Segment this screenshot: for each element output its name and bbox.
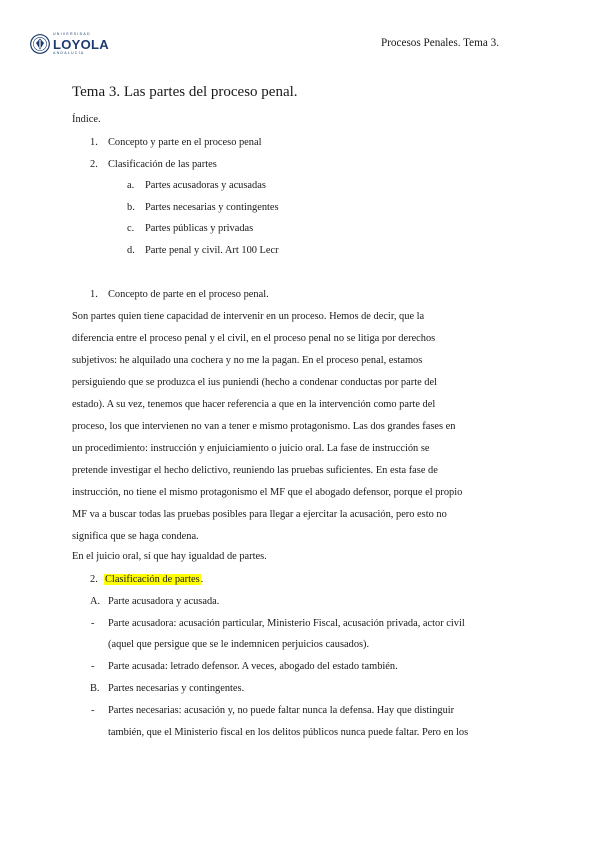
university-seal-icon [30,34,50,54]
paragraph-line: significa que se haga condena. [72,531,199,542]
section-number: 1. [90,289,98,300]
list-marker: - [91,661,95,672]
index-subitem-letter: b. [127,202,135,213]
section-number: 2. [90,574,98,585]
heading-period: . [200,574,204,585]
running-header: Procesos Penales. Tema 3. [380,37,499,49]
list-text: Partes necesarias y contingentes. [108,683,245,694]
logo-top-text: UNIVERSIDAD [53,32,91,36]
list-text: Parte acusadora: acusación particular, Ministerio Fiscal, acusación privada, actor civil [108,618,465,629]
section-heading: Concepto de parte en el proceso penal. [108,289,269,300]
paragraph-line: pretende investigar el hecho delictivo, reuniendo las pruebas suficientes. En esta fase de [72,465,438,476]
highlighted-heading: Clasificación de partes [105,574,200,585]
list-text: Parte acusada: letrado defensor. A veces, abogado del estado también. [108,661,398,672]
list-text-continuation: (aquel que persigue que se le indemnicen perjuicios causados). [108,639,370,650]
index-subitem-letter: d. [127,245,135,256]
index-item-label: Concepto y parte en el proceso penal [108,137,262,148]
paragraph-line: MF va a buscar todas las pruebas posibles para llegar a ejercitar la acusación, pero esto no [72,509,447,520]
paragraph-line: persiguiendo que se produzca el ius puniendi (hecho a condenar conductas por parte del [72,377,437,388]
index-subitem-label: Partes públicas y privadas [145,223,254,234]
index-subitem-letter: a. [127,180,135,191]
paragraph-line: En el juicio oral, sí que hay igualdad de partes. [72,551,267,562]
index-subitem-label: Parte penal y civil. Art 100 Lecr [145,245,279,256]
list-marker: - [91,618,95,629]
page-title: Tema 3. Las partes del proceso penal. [72,84,298,100]
paragraph-line: Son partes quien tiene capacidad de intervenir en un proceso. Hemos de decir, que la [72,311,425,322]
logo-bottom-text: ANDALUCÍA [53,50,85,55]
paragraph-line: subjetivos: he alquilado una cochera y no me la pagan. En el proceso penal, estamos [72,355,423,366]
index-item-num: 1. [90,137,98,148]
paragraph-line: instrucción, no tiene el mismo protagonismo el MF que el abogado defensor, porque el propio [72,487,463,498]
university-logo [30,33,109,55]
index-subitem-label: Partes necesarias y contingentes [145,202,279,213]
paragraph-line: proceso, los que intervienen no van a tener e mismo protagonismo. Las dos grandes fases en [72,421,456,432]
logo-name-text: LOYOLA [53,36,109,52]
list-marker: A. [90,596,101,607]
index-subitem-label: Partes acusadoras y acusadas [145,180,266,191]
paragraph-line: un procedimiento: instrucción y enjuiciamiento o juicio oral. La fase de instrucción se [72,443,430,454]
index-heading: Índice. [72,114,101,125]
section-heading-highlighted [104,574,203,585]
list-text: Parte acusadora y acusada. [108,596,220,607]
index-item-num: 2. [90,159,98,170]
index-item-label: Clasificación de las partes [108,159,217,170]
list-text: Partes necesarias: acusación y, no puede faltar nunca la defensa. Hay que distinguir [108,705,455,716]
list-text-continuation: también, que el Ministerio fiscal en los delitos públicos nunca puede faltar. Pero en los [108,727,469,738]
list-marker: - [91,705,95,716]
paragraph-line: estado). A su vez, tenemos que hacer referencia a que en la intervención como parte del [72,399,436,410]
index-subitem-letter: c. [127,223,135,234]
list-marker: B. [90,683,100,694]
paragraph-line: diferencia entre el proceso penal y el civil, en el proceso penal no se litiga por derechos [72,333,436,344]
